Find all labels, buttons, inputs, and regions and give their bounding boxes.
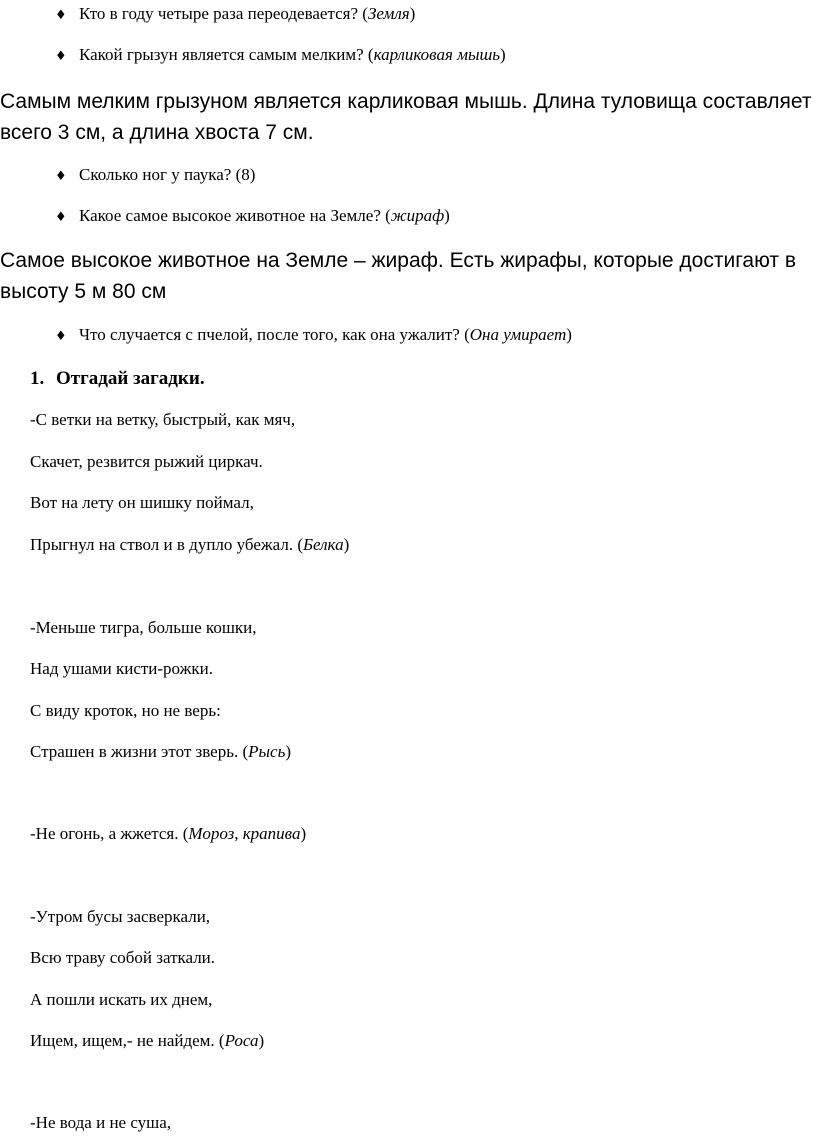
diamond-bullet-icon: ♦ [55, 49, 67, 64]
question-answer: Она умирает [469, 325, 567, 344]
riddle-line [30, 534, 349, 556]
riddle-line-text: Ищем, ищем,- не найдем. ( [30, 1031, 225, 1050]
question-close: ) [566, 325, 572, 344]
diamond-bullet-icon: ♦ [55, 210, 67, 225]
question-close: ) [500, 45, 506, 64]
note-giraffe: Самое высокое животное на Земле – жираф. Есть жирафы, которые достигают в высоту 5 м 80 см [0, 249, 796, 303]
riddle-line: Над ушами кисти-рожки. [30, 659, 213, 678]
riddle-close: ) [285, 742, 291, 761]
question-item [55, 164, 255, 188]
riddle-line: Вот на лету он шишку поймал, [30, 493, 254, 512]
riddle-answer: Роса [224, 1031, 259, 1050]
riddle-line [30, 823, 306, 845]
riddle-answer: Мороз, крапива [188, 824, 301, 843]
section-number: 1. [30, 368, 45, 389]
riddle-line: А пошли искать их днем, [30, 990, 213, 1009]
question-answer: жираф [390, 206, 445, 225]
riddle-line: -Меньше тигра, больше кошки, [30, 618, 257, 637]
riddle-line: -Утром бусы засверкали, [30, 907, 211, 926]
riddle-close: ) [300, 824, 307, 843]
riddle-line: С виду кроток, но не верь: [30, 701, 221, 720]
riddle-line-text: Страшен в жизни этот зверь. ( [30, 742, 249, 761]
riddle-line-text: -Не огонь, а жжется. ( [30, 824, 189, 843]
section-title: Отгадай загадки. [56, 368, 205, 389]
note-mouse: Самым мелким грызуном является карликовая мышь. Длина туловища составляет всего 3 см, а длина хвоста 7 см. [0, 90, 812, 144]
section-heading [30, 367, 205, 391]
riddle-answer: Рысь [248, 742, 286, 761]
question-text: Что случается с пчелой, после того, как она ужалит? ( [79, 325, 470, 344]
question-item [55, 205, 450, 229]
question-text: Какой грызун является самым мелким? ( [79, 45, 374, 64]
diamond-bullet-icon: ♦ [55, 8, 67, 23]
question-item [55, 44, 506, 68]
question-item [55, 3, 415, 27]
riddle-line: Скачет, резвится рыжий циркач. [30, 452, 263, 471]
question-close: ) [409, 4, 416, 23]
riddle-line: -С ветки на ветку, быстрый, как мяч, [30, 410, 296, 429]
question-item [55, 324, 572, 348]
diamond-bullet-icon: ♦ [55, 169, 67, 184]
diamond-bullet-icon: ♦ [55, 329, 67, 344]
riddle-close: ) [343, 535, 350, 554]
riddle-line [30, 1030, 264, 1052]
question-text: Кто в году четыре раза переодевается? ( [79, 4, 368, 23]
question-text: Какое самое высокое животное на Земле? ( [79, 206, 391, 225]
riddle-line-text: Прыгнул на ствол и в дупло убежал. ( [30, 535, 303, 554]
riddle-close: ) [258, 1031, 265, 1050]
riddle-answer: Белка [302, 535, 344, 554]
riddle-line [30, 741, 291, 763]
question-close: ) [444, 206, 450, 225]
question-answer: карликовая мышь [373, 45, 501, 64]
riddle-line: -Не вода и не суша, [30, 1113, 172, 1132]
question-answer: Земля [367, 4, 410, 23]
riddle-line: Всю траву собой заткали. [30, 948, 216, 967]
question-text: Сколько ног у паука? (8) [79, 165, 256, 184]
